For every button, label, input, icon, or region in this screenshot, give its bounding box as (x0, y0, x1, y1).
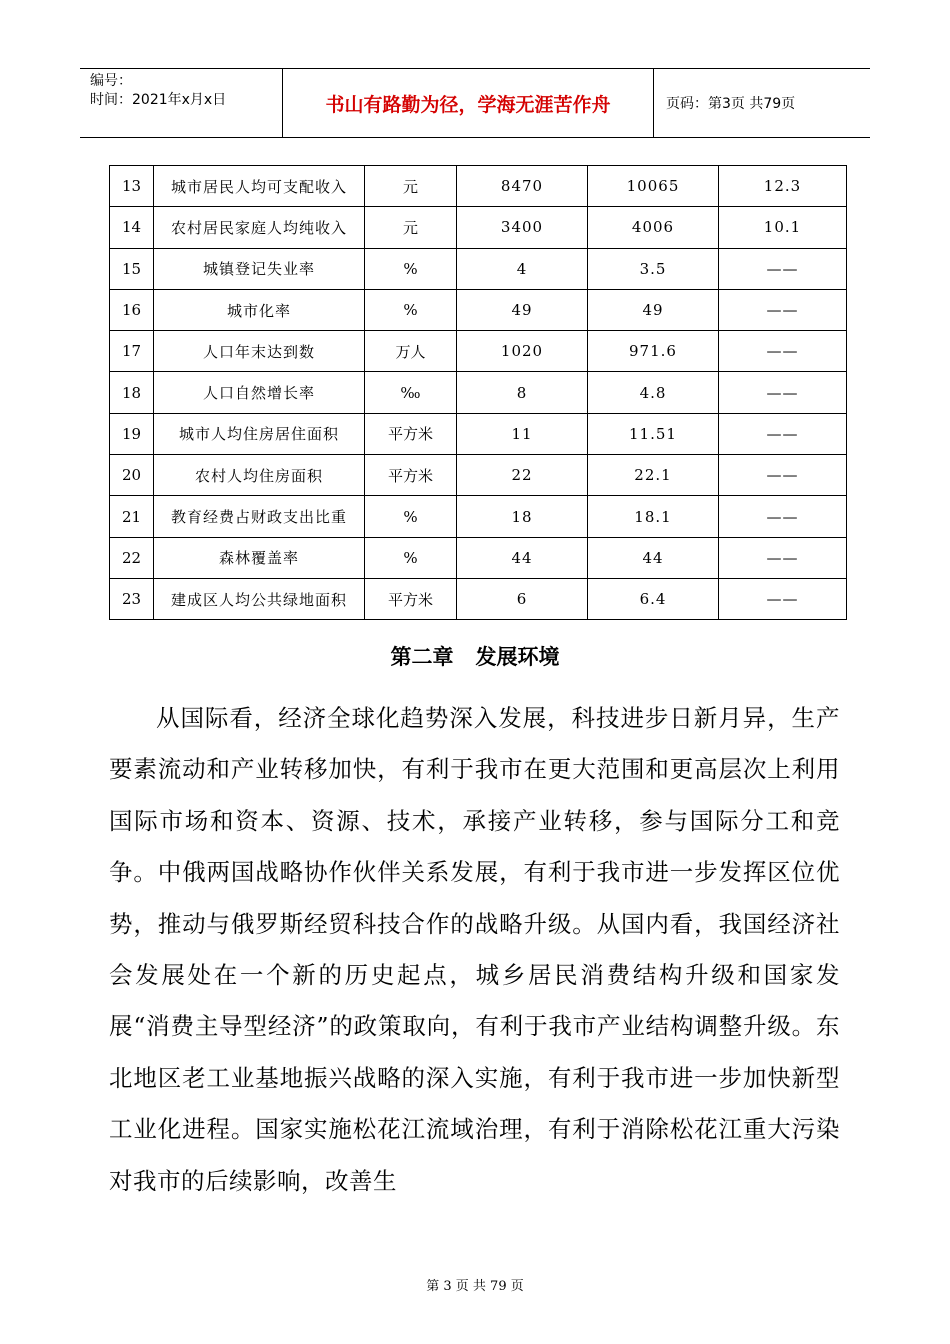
chapter-number: 第二章 (390, 645, 454, 669)
cell-row-number: 19 (110, 413, 154, 454)
cell-value-1: 18 (457, 496, 588, 537)
cell-row-number: 14 (110, 207, 154, 248)
cell-value-2: 11.51 (588, 413, 719, 454)
header-page-label: 页码：第3页 共79页 (666, 96, 796, 112)
cell-unit: % (365, 289, 457, 330)
statistics-table (109, 165, 847, 620)
cell-indicator-name: 人口年末达到数 (154, 331, 365, 372)
cell-row-number: 20 (110, 455, 154, 496)
table-row (110, 289, 847, 330)
header-meta (80, 69, 283, 137)
cell-unit: 元 (365, 166, 457, 207)
cell-value-3: 12.3 (719, 166, 847, 207)
cell-value-2: 971.6 (588, 331, 719, 372)
cell-value-1: 11 (457, 413, 588, 454)
cell-unit: 元 (365, 207, 457, 248)
cell-value-3: —— (719, 413, 847, 454)
cell-value-3: —— (719, 248, 847, 289)
table-row (110, 248, 847, 289)
table-row (110, 537, 847, 578)
table-row (110, 455, 847, 496)
cell-value-2: 49 (588, 289, 719, 330)
cell-value-2: 6.4 (588, 578, 719, 619)
cell-value-3: —— (719, 331, 847, 372)
cell-row-number: 22 (110, 537, 154, 578)
cell-value-2: 44 (588, 537, 719, 578)
cell-value-3: —— (719, 537, 847, 578)
cell-row-number: 15 (110, 248, 154, 289)
header-number-label: 编号： (90, 73, 132, 89)
cell-row-number: 13 (110, 166, 154, 207)
cell-row-number: 17 (110, 331, 154, 372)
cell-unit: 万人 (365, 331, 457, 372)
cell-value-2: 22.1 (588, 455, 719, 496)
cell-unit: 平方米 (365, 455, 457, 496)
table-row (110, 413, 847, 454)
cell-unit: 平方米 (365, 578, 457, 619)
body-paragraph: 从国际看，经济全球化趋势深入发展，科技进步日新月异，生产要素流动和产业转移加快，有利于我市在更大范围和更高层次上利用国际市场和资本、资源、技术，承接产业转移，参与国际分工和竞争。中俄两国战略协作伙伴关系发展，有利于我市进一步发挥区位优势，推动与俄罗斯经贸科技合作的战略升级。从国内看，我国经济社会发展处在一个新的历史起点，城乡居民消费结构升级和国家发展“消费主导型经济”的政策取向，有利于我市产业结构调整升级。东北地区老工业基地振兴战略的深入实施，有利于我市进一步加快新型工业化进程。国家实施松花江流域治理，有利于消除松花江重大污染对我市的后续影响，改善生 (109, 704, 840, 1195)
cell-indicator-name: 城镇登记失业率 (154, 248, 365, 289)
table-row (110, 207, 847, 248)
cell-indicator-name: 农村人均住房面积 (154, 455, 365, 496)
cell-value-2: 4.8 (588, 372, 719, 413)
cell-indicator-name: 农村居民家庭人均纯收入 (154, 207, 365, 248)
cell-value-1: 6 (457, 578, 588, 619)
cell-unit: % (365, 537, 457, 578)
cell-value-1: 3400 (457, 207, 588, 248)
cell-row-number: 16 (110, 289, 154, 330)
cell-value-3: —— (719, 289, 847, 330)
statistics-table-body (110, 166, 847, 620)
cell-indicator-name: 城市居民人均可支配收入 (154, 166, 365, 207)
cell-value-1: 1020 (457, 331, 588, 372)
cell-value-2: 4006 (588, 207, 719, 248)
cell-value-1: 44 (457, 537, 588, 578)
table-row (110, 331, 847, 372)
cell-indicator-name: 人口自然增长率 (154, 372, 365, 413)
cell-unit: 平方米 (365, 413, 457, 454)
cell-value-2: 18.1 (588, 496, 719, 537)
cell-indicator-name: 建成区人均公共绿地面积 (154, 578, 365, 619)
chapter-heading (0, 641, 950, 671)
cell-value-3: 10.1 (719, 207, 847, 248)
table-row (110, 372, 847, 413)
cell-value-3: —— (719, 578, 847, 619)
cell-indicator-name: 教育经费占财政支出比重 (154, 496, 365, 537)
header-motto: 书山有路勤为径，学海无涯苦作舟 (283, 69, 654, 137)
header-date-label: 时间：2021年x月x日 (90, 92, 227, 108)
cell-value-1: 4 (457, 248, 588, 289)
cell-value-1: 8 (457, 372, 588, 413)
cell-row-number: 23 (110, 578, 154, 619)
cell-value-2: 3.5 (588, 248, 719, 289)
cell-indicator-name: 城市人均住房居住面积 (154, 413, 365, 454)
cell-value-3: —— (719, 372, 847, 413)
cell-value-3: —— (719, 455, 847, 496)
cell-unit: ‰ (365, 372, 457, 413)
cell-value-2: 10065 (588, 166, 719, 207)
table-row (110, 166, 847, 207)
cell-row-number: 21 (110, 496, 154, 537)
chapter-title: 发展环境 (475, 645, 560, 669)
cell-indicator-name: 城市化率 (154, 289, 365, 330)
page-header (80, 68, 870, 138)
page-footer: 第 3 页 共 79 页 (426, 1279, 524, 1294)
cell-row-number: 18 (110, 372, 154, 413)
cell-value-3: —— (719, 496, 847, 537)
table-row (110, 578, 847, 619)
cell-unit: % (365, 248, 457, 289)
cell-value-1: 49 (457, 289, 588, 330)
cell-value-1: 8470 (457, 166, 588, 207)
table-row (110, 496, 847, 537)
cell-unit: % (365, 496, 457, 537)
cell-value-1: 22 (457, 455, 588, 496)
cell-indicator-name: 森林覆盖率 (154, 537, 365, 578)
